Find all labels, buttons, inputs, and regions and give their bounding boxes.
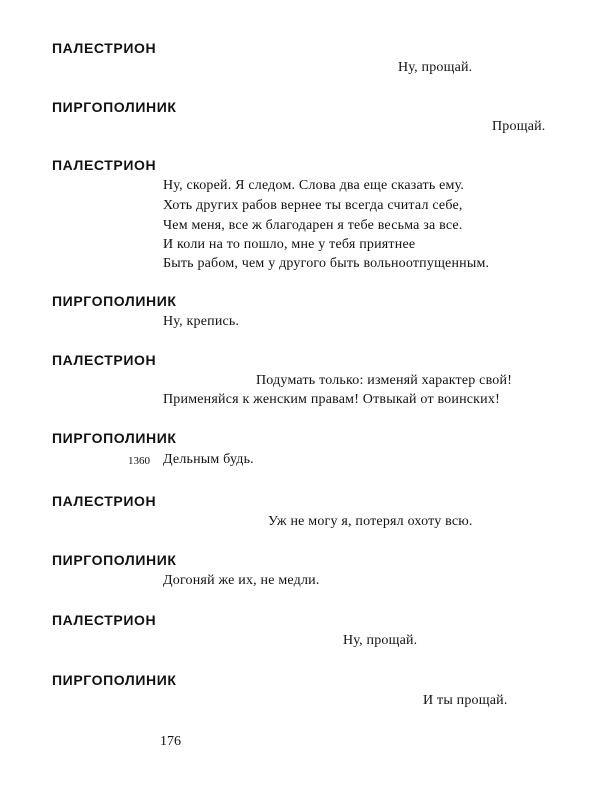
page-number: 176 [160, 734, 181, 749]
speaker-palestrion: ПАЛЕСТРИОН [52, 493, 157, 509]
dialogue-line: Ну, прощай. [398, 60, 473, 75]
speaker-pyrgopolinices: ПИРГОПОЛИНИК [52, 293, 177, 309]
dialogue-line: Чем меня, все ж благодарен я тебе весьма за все. [163, 218, 463, 233]
speaker-pyrgopolinices: ПИРГОПОЛИНИК [52, 99, 177, 115]
dialogue-line: Ну, скорей. Я следом. Слова два еще сказать ему. [163, 178, 465, 193]
dialogue-line: Дельным будь. [163, 452, 254, 467]
verse-number: 1360 [128, 455, 150, 467]
speaker-pyrgopolinices: ПИРГОПОЛИНИК [52, 430, 177, 446]
speaker-palestrion: ПАЛЕСТРИОН [52, 612, 157, 628]
speaker-palestrion: ПАЛЕСТРИОН [52, 157, 157, 173]
speaker-palestrion: ПАЛЕСТРИОН [52, 352, 157, 368]
dialogue-line: Прощай. [492, 119, 546, 134]
dialogue-line: Быть рабом, чем у другого быть вольноотпущенным. [163, 256, 490, 271]
speaker-pyrgopolinices: ПИРГОПОЛИНИК [52, 672, 177, 688]
dialogue-line: Применяйся к женским правам! Отвыкай от воинских! [163, 392, 500, 407]
dialogue-line: Ну, крепись. [163, 314, 240, 329]
dialogue-line: И ты прощай. [423, 693, 508, 708]
dialogue-line: Хоть других рабов вернее ты всегда считал себе, [163, 198, 463, 213]
dialogue-line: Догоняй же их, не медли. [163, 573, 320, 588]
dialogue-line: Подумать только: изменяй характер свой! [256, 373, 513, 388]
dialogue-line: И коли на то пошло, мне у тебя приятнее [163, 237, 416, 252]
dialogue-line: Ну, прощай. [343, 633, 418, 648]
speaker-pyrgopolinices: ПИРГОПОЛИНИК [52, 552, 177, 568]
speaker-palestrion: ПАЛЕСТРИОН [52, 40, 157, 56]
dialogue-line: Уж не могу я, потерял охоту всю. [268, 514, 473, 529]
